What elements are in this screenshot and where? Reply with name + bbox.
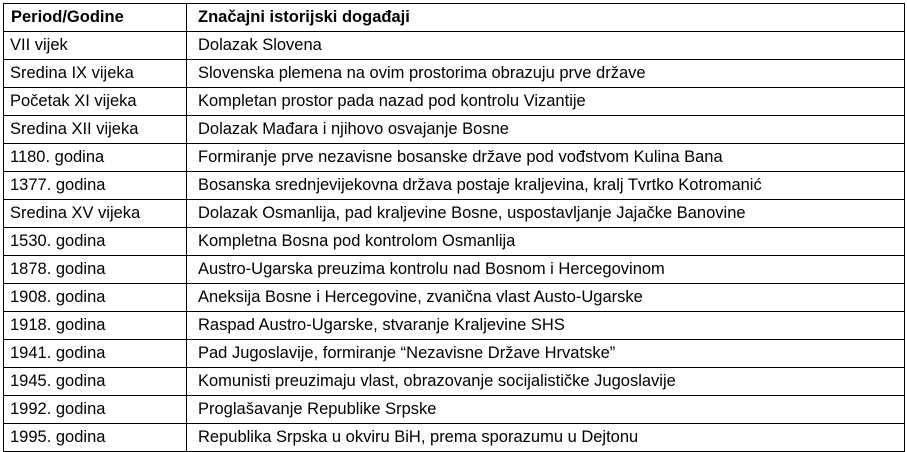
event-cell: Proglašavanje Republike Srpske: [187, 396, 905, 424]
event-cell: Republika Srpska u okviru BiH, prema sporazumu u Dejtonu: [187, 424, 905, 452]
event-cell: Raspad Austro-Ugarske, stvaranje Kraljevine SHS: [187, 312, 905, 340]
period-cell: 1995. godina: [4, 424, 187, 452]
table-row: [4, 200, 905, 228]
period-cell: 1908. godina: [4, 284, 187, 312]
header-row: [4, 4, 905, 32]
period-cell: 1918. godina: [4, 312, 187, 340]
period-cell: 1945. godina: [4, 368, 187, 396]
event-cell: Dolazak Slovena: [187, 32, 905, 60]
table-row: [4, 60, 905, 88]
table-row: [4, 424, 905, 452]
table-row: [4, 368, 905, 396]
event-cell: Kompletna Bosna pod kontrolom Osmanlija: [187, 228, 905, 256]
period-cell: Početak XI vijeka: [4, 88, 187, 116]
table-row: [4, 284, 905, 312]
table-row: [4, 32, 905, 60]
period-cell: Sredina XV vijeka: [4, 200, 187, 228]
period-cell: Sredina IX vijeka: [4, 60, 187, 88]
table-row: [4, 116, 905, 144]
event-cell: Slovenska plemena na ovim prostorima obrazuju prve države: [187, 60, 905, 88]
period-cell: 1377. godina: [4, 172, 187, 200]
event-cell: Formiranje prve nezavisne bosanske države pod vođstvom Kulina Bana: [187, 144, 905, 172]
table-row: [4, 396, 905, 424]
period-cell: Sredina XII vijeka: [4, 116, 187, 144]
event-cell: Austro-Ugarska preuzima kontrolu nad Bosnom i Hercegovinom: [187, 256, 905, 284]
table-row: [4, 88, 905, 116]
event-cell: Pad Jugoslavije, formiranje “Nezavisne Države Hrvatske”: [187, 340, 905, 368]
table-row: [4, 340, 905, 368]
header-events: Značajni istorijski događaji: [187, 4, 905, 32]
period-cell: VII vijek: [4, 32, 187, 60]
event-cell: Dolazak Osmanlija, pad kraljevine Bosne, uspostavljanje Jajačke Banovine: [187, 200, 905, 228]
event-cell: Komunisti preuzimaju vlast, obrazovanje socijalističke Jugoslavije: [187, 368, 905, 396]
period-cell: 1530. godina: [4, 228, 187, 256]
table-row: [4, 228, 905, 256]
period-cell: 1992. godina: [4, 396, 187, 424]
table-row: [4, 172, 905, 200]
event-cell: Bosanska srednjevijekovna država postaje kraljevina, kralj Tvrtko Kotromanić: [187, 172, 905, 200]
event-cell: Dolazak Mađara i njihovo osvajanje Bosne: [187, 116, 905, 144]
history-table: [3, 3, 905, 452]
event-cell: Kompletan prostor pada nazad pod kontrolu Vizantije: [187, 88, 905, 116]
period-cell: 1878. godina: [4, 256, 187, 284]
period-cell: 1941. godina: [4, 340, 187, 368]
table-row: [4, 144, 905, 172]
header-period: Period/Godine: [4, 4, 187, 32]
table-row: [4, 312, 905, 340]
period-cell: 1180. godina: [4, 144, 187, 172]
event-cell: Aneksija Bosne i Hercegovine, zvanična vlast Austo-Ugarske: [187, 284, 905, 312]
table-row: [4, 256, 905, 284]
